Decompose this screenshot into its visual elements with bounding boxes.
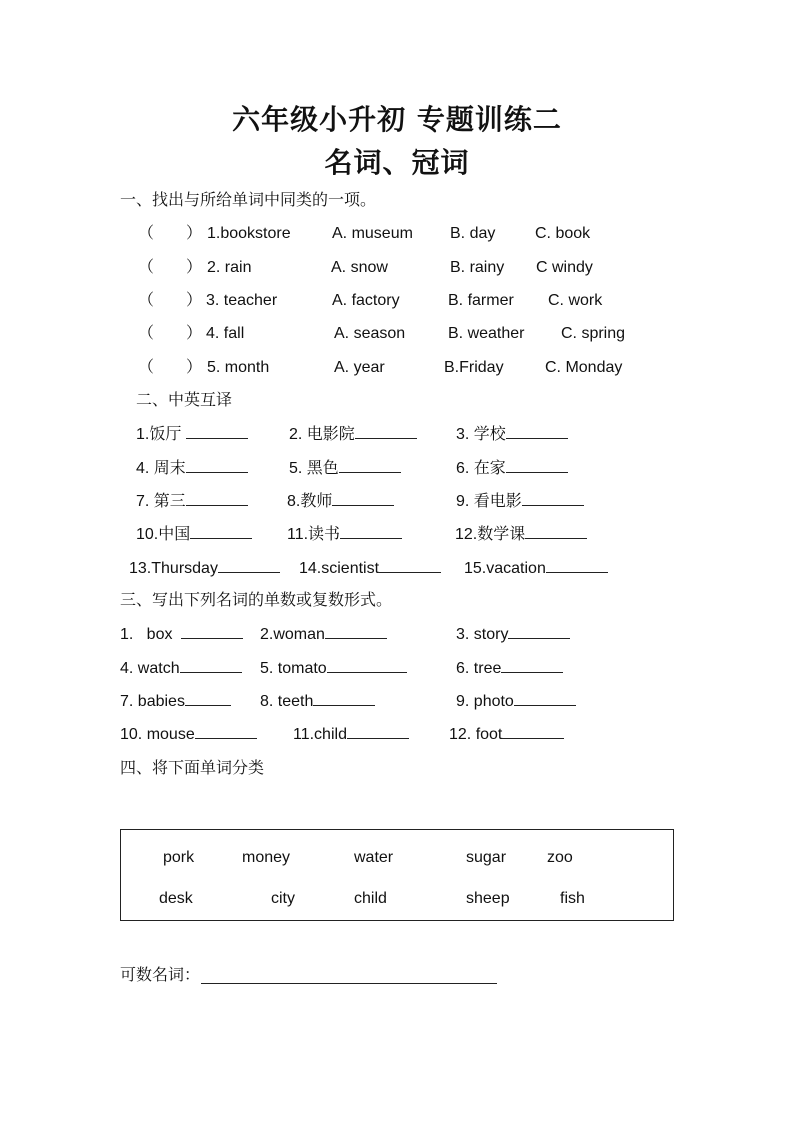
answer-blank[interactable] xyxy=(185,691,231,706)
question-stem: 4. fall xyxy=(206,325,245,342)
answer-blank[interactable] xyxy=(340,524,402,539)
answer-blank[interactable] xyxy=(186,491,248,506)
answer-blank[interactable] xyxy=(327,658,407,673)
word-bank-item: sheep xyxy=(466,890,510,907)
option-a: A. factory xyxy=(332,292,400,309)
option-a: A. museum xyxy=(332,225,413,242)
option-a: A. snow xyxy=(331,259,388,276)
question-stem: 5. month xyxy=(207,359,270,376)
option-b: B. day xyxy=(450,225,496,242)
answer-blank[interactable] xyxy=(525,524,587,539)
translation-item: 3. 学校 xyxy=(456,424,568,445)
translation-item: 6. 在家 xyxy=(456,458,568,479)
worksheet-title: 六年级小升初 专题训练二 xyxy=(232,103,562,136)
translation-item: 9. 看电影 xyxy=(456,491,584,512)
word-bank-item: city xyxy=(271,890,295,907)
plural-item: 10. mouse xyxy=(120,724,257,745)
answer-blank[interactable] xyxy=(325,624,387,639)
option-b: B.Friday xyxy=(444,359,504,376)
translation-item: 1.饭厅 xyxy=(136,424,248,445)
translation-item: 10.中国 xyxy=(136,524,252,545)
translation-item: 15.vacation xyxy=(464,558,608,579)
answer-blank[interactable] xyxy=(508,624,570,639)
option-a: A. year xyxy=(334,359,385,376)
answer-blank[interactable] xyxy=(190,524,252,539)
section4-heading: 四、将下面单词分类 xyxy=(120,760,265,777)
answer-paren[interactable]: （ ） xyxy=(138,359,203,376)
option-b: B. rainy xyxy=(450,259,505,276)
answer-blank[interactable] xyxy=(506,458,568,473)
translation-item: 2. 电影院 xyxy=(289,424,417,445)
option-c: C. work xyxy=(548,292,603,309)
answer-blank[interactable] xyxy=(339,458,401,473)
word-bank-item: water xyxy=(354,849,394,866)
plural-item: 11.child xyxy=(293,724,409,745)
answer-paren[interactable]: （ ） xyxy=(138,292,203,309)
option-c: C. book xyxy=(535,225,591,242)
worksheet-subtitle: 名词、冠词 xyxy=(324,146,470,179)
answer-blank[interactable] xyxy=(195,724,257,739)
countable-nouns-answer-line[interactable] xyxy=(201,983,497,984)
answer-paren[interactable]: （ ） xyxy=(138,225,203,242)
plural-item: 7. babies xyxy=(120,691,231,712)
word-bank-box xyxy=(120,829,674,921)
question-stem: 3. teacher xyxy=(206,292,278,309)
answer-blank[interactable] xyxy=(313,691,375,706)
translation-item: 4. 周末 xyxy=(136,458,248,479)
translation-item: 11.读书 xyxy=(287,524,402,545)
plural-item: 4. watch xyxy=(120,658,242,679)
answer-blank[interactable] xyxy=(506,424,568,439)
answer-blank[interactable] xyxy=(332,491,394,506)
answer-blank[interactable] xyxy=(218,558,280,573)
translation-item: 7. 第三 xyxy=(136,491,248,512)
question-stem: 2. rain xyxy=(207,259,252,276)
option-c: C windy xyxy=(536,259,593,276)
section2-heading: 二、中英互译 xyxy=(136,392,233,409)
answer-blank[interactable] xyxy=(379,558,441,573)
answer-blank[interactable] xyxy=(355,424,417,439)
option-b: B. farmer xyxy=(448,292,514,309)
plural-item: 5. tomato xyxy=(260,658,407,679)
plural-item: 2.woman xyxy=(260,624,387,645)
option-b: B. weather xyxy=(448,325,525,342)
plural-item: 8. teeth xyxy=(260,691,375,712)
option-c: C. Monday xyxy=(545,359,623,376)
translation-item: 13.Thursday xyxy=(129,558,280,579)
translation-item: 12.数学课 xyxy=(455,524,587,545)
answer-blank[interactable] xyxy=(180,658,242,673)
section3-heading: 三、写出下列名词的单数或复数形式。 xyxy=(120,592,393,609)
translation-item: 14.scientist xyxy=(299,558,441,579)
plural-item: 3. story xyxy=(456,624,570,645)
answer-blank[interactable] xyxy=(347,724,409,739)
answer-blank[interactable] xyxy=(501,658,563,673)
word-bank-item: fish xyxy=(560,890,585,907)
word-bank-item: child xyxy=(354,890,387,907)
answer-blank[interactable] xyxy=(546,558,608,573)
word-bank-item: money xyxy=(242,849,291,866)
translation-item: 5. 黑色 xyxy=(289,458,401,479)
word-bank-item: sugar xyxy=(466,849,507,866)
answer-blank[interactable] xyxy=(186,424,248,439)
answer-blank[interactable] xyxy=(514,691,576,706)
plural-item: 1. box xyxy=(120,624,243,645)
plural-item: 12. foot xyxy=(449,724,564,745)
answer-blank[interactable] xyxy=(502,724,564,739)
option-c: C. spring xyxy=(561,325,626,342)
answer-blank[interactable] xyxy=(186,458,248,473)
answer-paren[interactable]: （ ） xyxy=(138,325,203,342)
plural-item: 9. photo xyxy=(456,691,576,712)
answer-blank[interactable] xyxy=(522,491,584,506)
countable-nouns-label: 可数名词： xyxy=(120,967,201,984)
question-stem: 1.bookstore xyxy=(207,225,291,242)
answer-paren[interactable]: （ ） xyxy=(138,259,203,276)
plural-item: 6. tree xyxy=(456,658,563,679)
option-a: A. season xyxy=(334,325,406,342)
word-bank-item: zoo xyxy=(547,849,573,866)
answer-blank[interactable] xyxy=(181,624,243,639)
word-bank-item: desk xyxy=(159,890,193,907)
section1-heading: 一、找出与所给单词中同类的一项。 xyxy=(120,192,377,209)
translation-item: 8.教师 xyxy=(287,491,394,512)
word-bank-item: pork xyxy=(163,849,195,866)
